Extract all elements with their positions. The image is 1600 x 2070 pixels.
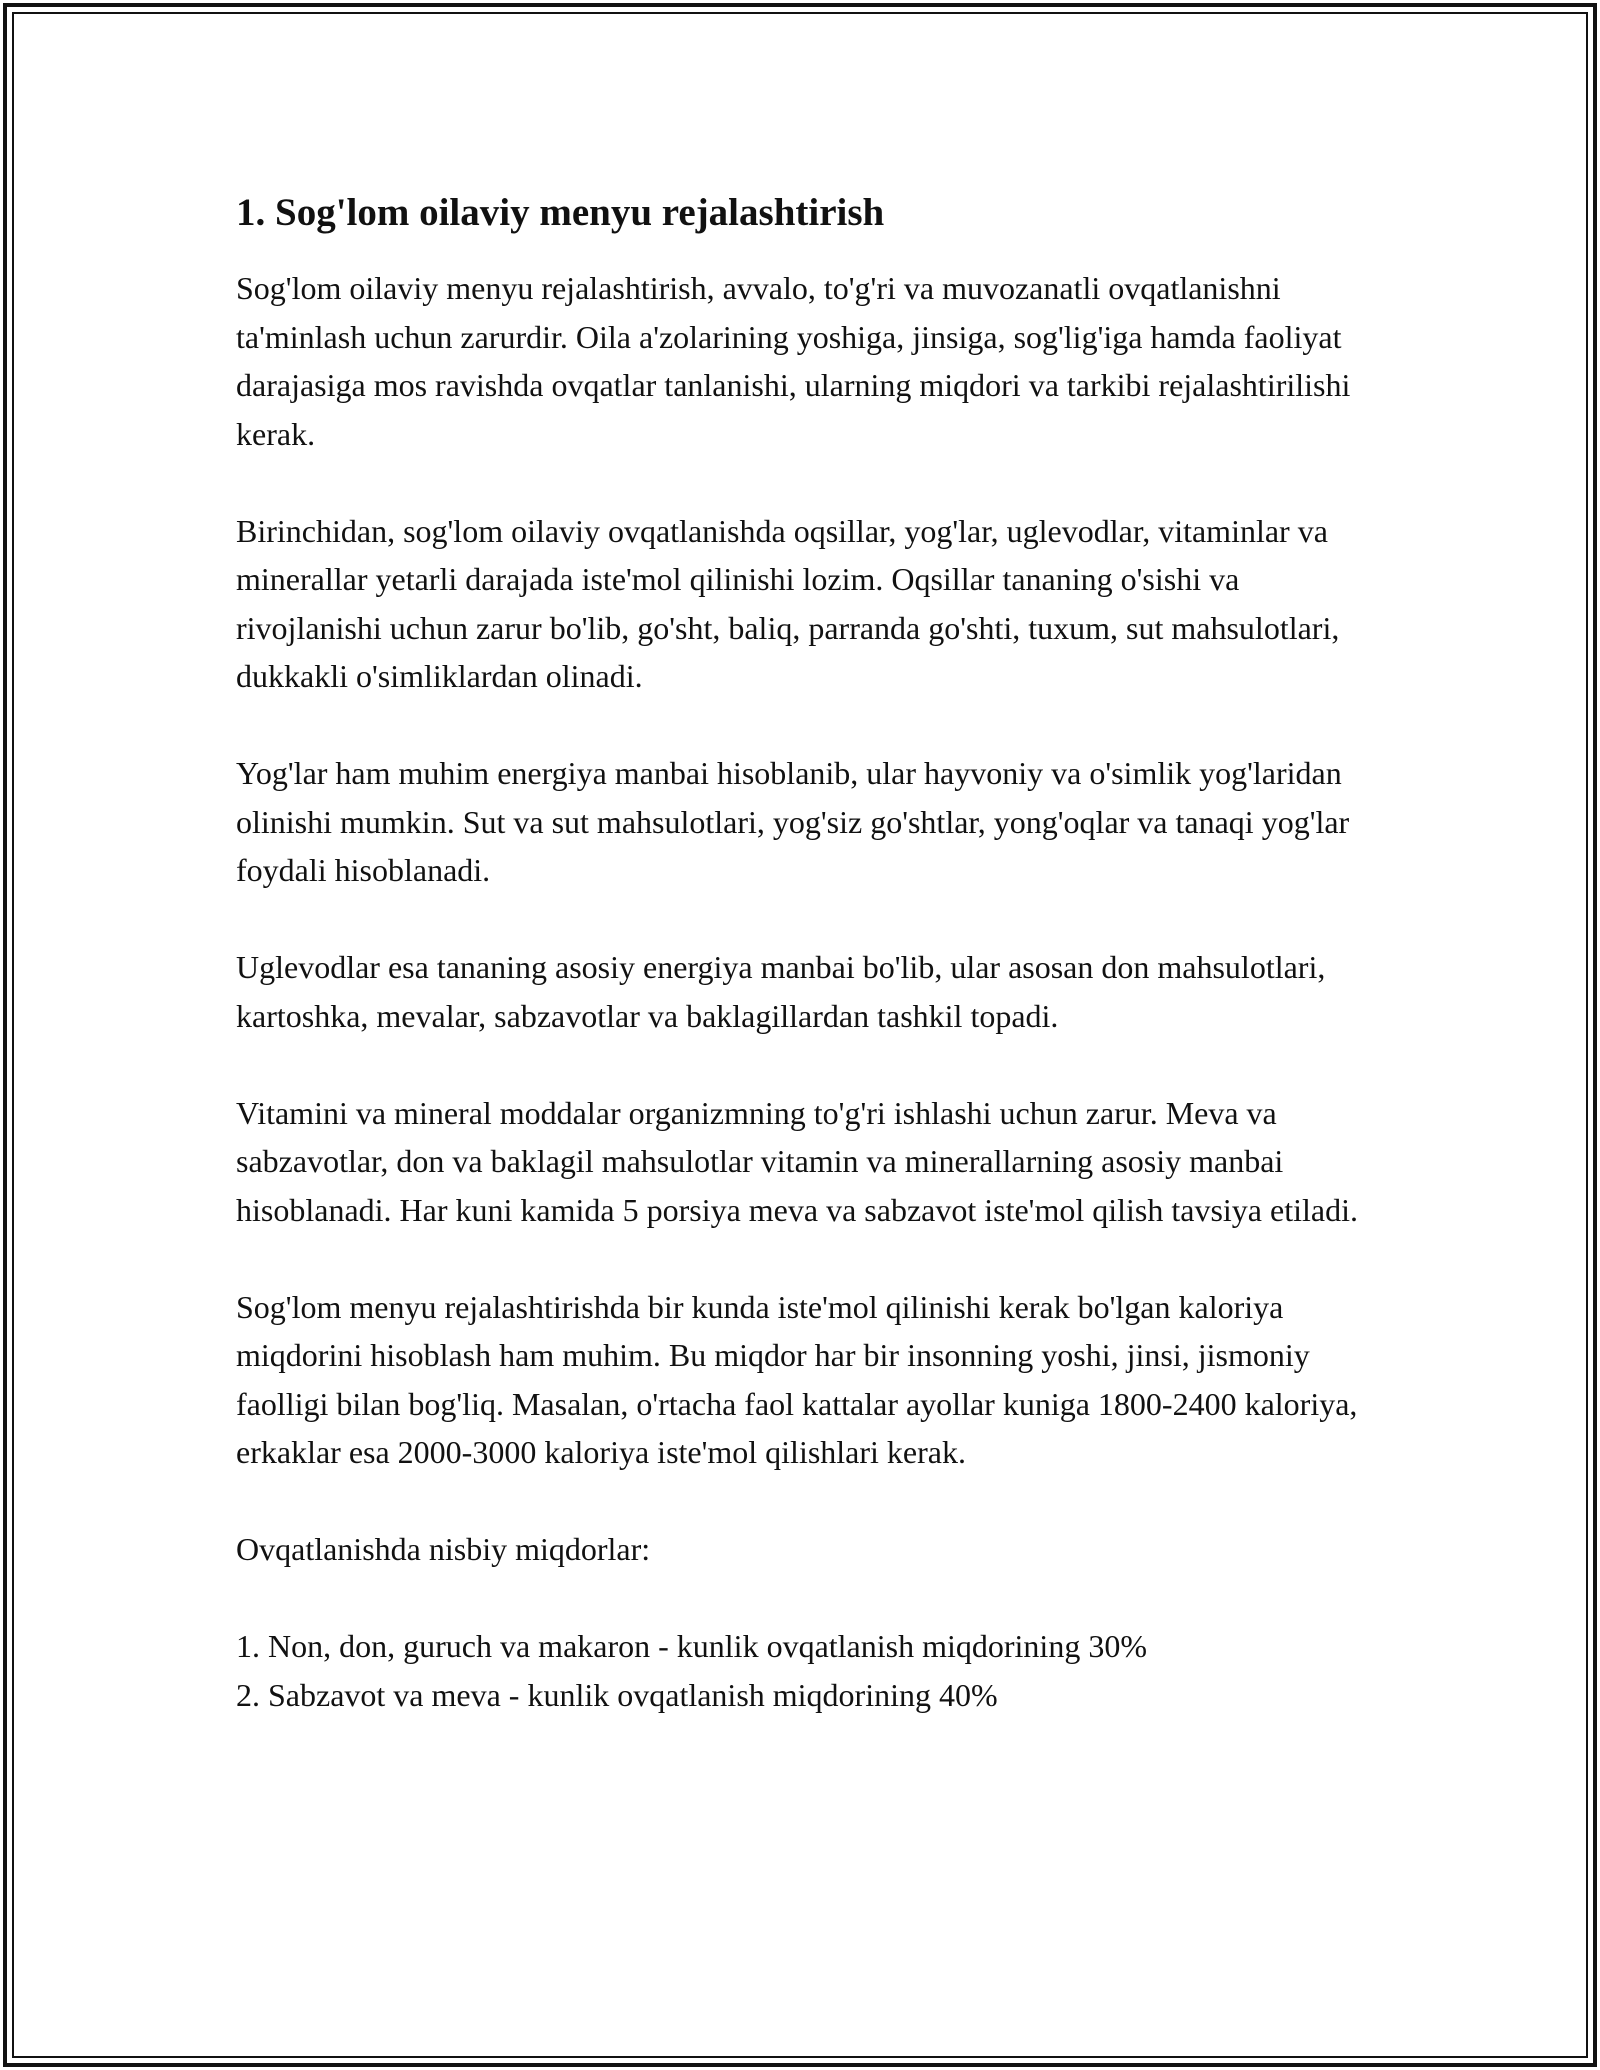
section-title: 1. Sog'lom oilaviy menyu rejalashtirish	[236, 191, 885, 234]
paragraph-fats: Yog'lar ham muhim energiya manbai hisoblanib, ular hayvoniy va o'simlik yog'laridan olinishi mumkin. Sut va sut mahsulotlari, yog'siz go'shtlar, yong'oqlar va tanaqi yog'lar foydali hisoblanadi.	[236, 755, 1350, 888]
paragraph-proportions-heading: Ovqatlanishda nisbiy miqdorlar:	[236, 1531, 651, 1567]
paragraph-carbohydrates: Uglevodlar esa tananing asosiy energiya manbai bo'lib, ular asosan don mahsulotlari, kartoshka, mevalar, sabzavotlar va baklagillardan tashkil topadi.	[236, 949, 1326, 1034]
paragraph-nutrients: Birinchidan, sog'lom oilaviy ovqatlanishda oqsillar, yog'lar, uglevodlar, vitaminlar va minerallar yetarli darajada iste'mol qilinishi lozim. Oqsillar tananing o'sishi va rivojlanishi uchun zarur bo'lib, go'sht, baliq, parranda go'shti, tuxum, sut mahsulotlari, dukkakli o'simliklardan olinadi.	[236, 512, 1340, 694]
proportions-list	[236, 1622, 1376, 1719]
paragraph-intro: Sog'lom oilaviy menyu rejalashtirish, avvalo, to'g'ri va muvozanatli ovqatlanishni ta'minlash uchun zarurdir. Oila a'zolarining yoshiga, jinsiga, sog'lig'iga hamda faoliyat darajasiga mos ravishda ovqatlar tanlanishi, ularning miqdori va tarkibi rejalashtirilishi kerak.	[236, 270, 1351, 452]
document-body	[236, 188, 1376, 1719]
paragraph-vitamins: Vitamini va mineral moddalar organizmning to'g'ri ishlashi uchun zarur. Meva va sabzavotlar, don va baklagil mahsulotlar vitamin va minerallarning asosiy manbai hisoblanadi. Har kuni kamida 5 porsiya meva va sabzavot iste'mol qilish tavsiya etiladi.	[236, 1094, 1358, 1228]
list-item: 1. Non, don, guruch va makaron - kunlik ovqatlanish miqdorining 30%	[236, 1628, 1147, 1664]
paragraph-calories: Sog'lom menyu rejalashtirishda bir kunda iste'mol qilinishi kerak bo'lgan kaloriya miqdorini hisoblash ham muhim. Bu miqdor har bir insonning yoshi, jinsi, jismoniy faolligi bilan bog'liq. Masalan, o'rtacha faol kattalar ayollar kuniga 1800-2400 kaloriya, erkaklar esa 2000-3000 kaloriya iste'mol qilishlari kerak.	[236, 1288, 1358, 1470]
list-item: 2. Sabzavot va meva - kunlik ovqatlanish miqdorining 40%	[236, 1676, 998, 1713]
